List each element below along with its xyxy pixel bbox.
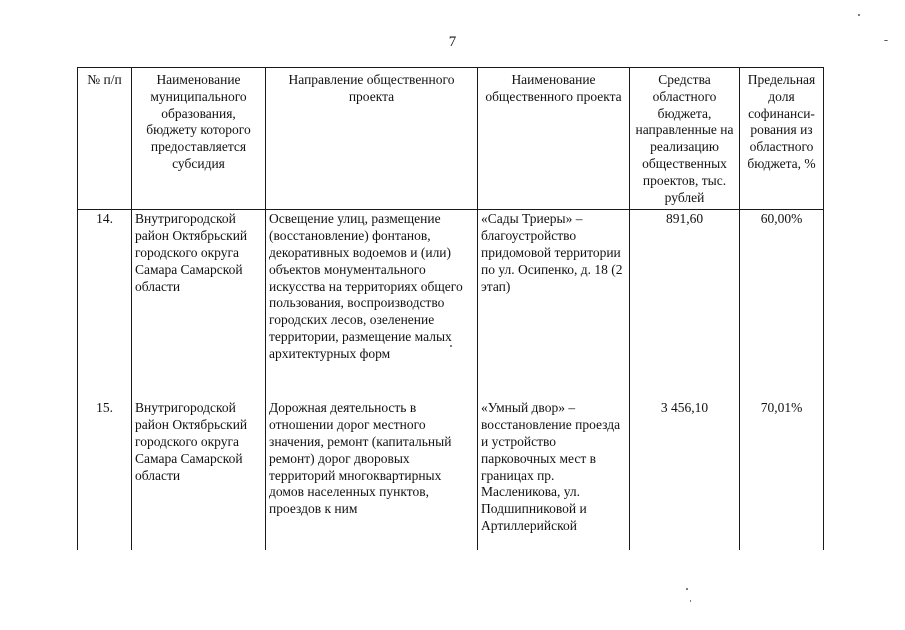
- scan-speck: [690, 600, 691, 602]
- row-number: 15.: [78, 399, 132, 550]
- header-direction: Направление общественного проекта: [266, 68, 478, 210]
- scan-speck: [858, 14, 860, 16]
- project-cell: «Умный двор» – восстановление проезда и устройство парковочных мест в границах пр. Масленикова, ул. Подшипниковой и Артиллерийской: [478, 399, 630, 550]
- direction-cell: Освещение улиц, размещение (восстановление) фонтанов, декоративных водоемов и (или) объектов монументального искусства на территориях общего пользования, воспроизводство городских лесов, озеленение территории, размещение малых архитектурных форм: [266, 210, 478, 400]
- scan-speck: [884, 40, 888, 41]
- project-cell: «Сады Триеры» – благоустройство придомовой территории по ул. Осипенко, д. 18 (2 этап): [478, 210, 630, 400]
- share-cell: 60,00%: [740, 210, 824, 400]
- funds-cell: 3 456,10: [630, 399, 740, 550]
- table-header-row: [78, 68, 824, 210]
- header-funds: Средства областного бюджета, направленные на реализацию общественных проектов, тыс. рублей: [630, 68, 740, 210]
- row-number: 14.: [78, 210, 132, 400]
- page-number: 7: [448, 34, 457, 50]
- scan-speck: [450, 345, 452, 347]
- header-num: № п/п: [78, 68, 132, 210]
- share-cell: 70,01%: [740, 399, 824, 550]
- header-project: Наименование общественного проекта: [478, 68, 630, 210]
- direction-cell: Дорожная деятельность в отношении дорог местного значения, ремонт (капитальный ремонт) дорог дворовых территорий многоквартирных домов населенных пунктов, проездов к ним: [266, 399, 478, 550]
- subsidy-table: [77, 67, 824, 550]
- table-row: [78, 210, 824, 400]
- municipality-cell: Внутригородской район Октябрьский городского округа Самара Самарской области: [132, 399, 266, 550]
- scan-speck: [686, 588, 688, 590]
- funds-cell: 891,60: [630, 210, 740, 400]
- header-share: Предельная доля софинанси-рования из областного бюджета, %: [740, 68, 824, 210]
- municipality-cell: Внутригородской район Октябрьский городского округа Самара Самарской области: [132, 210, 266, 400]
- table-row: [78, 399, 824, 550]
- header-municipality: Наименование муниципального образования, бюджету которого предоставляется субсидия: [132, 68, 266, 210]
